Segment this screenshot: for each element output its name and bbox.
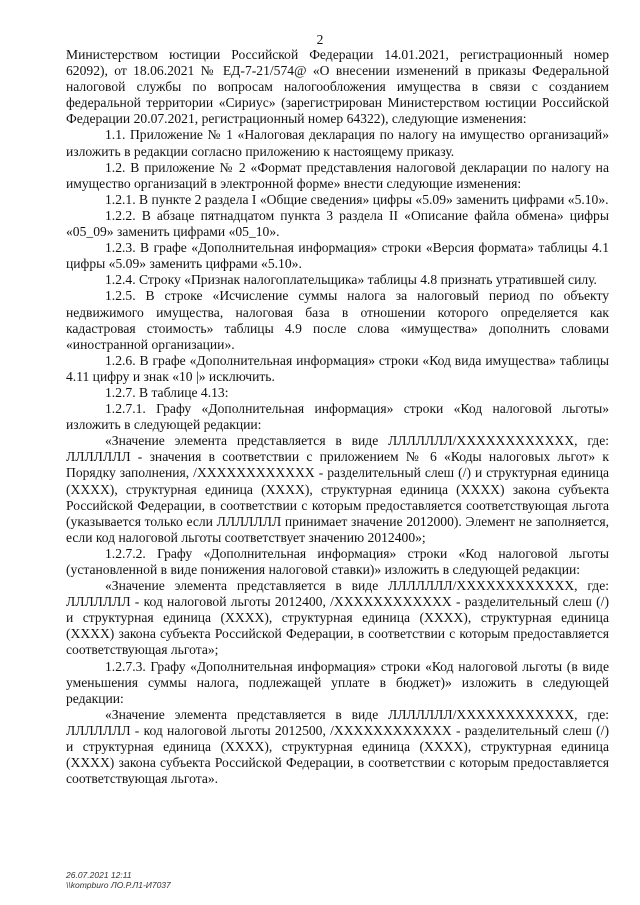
footer-timestamp: 26.07.2021 12:11 xyxy=(66,870,132,880)
quote-1-2-7-3: «Значение элемента представляется в виде ЛЛЛЛЛЛЛ/ХХХХХХХХХХХХ, где: ЛЛЛЛЛЛЛ - код налоговой льготы 2012500, /ХХХХХХХХХХХХ - разделительный слеш (/) и структурная единица (ХХХХ), структурная единица (ХХХХ), структурная единица (ХХХХ) закона субъекта Российской Федерации, в соответствии с которым предоставляется соответствующая льгота». xyxy=(66,706,609,787)
quote-1-2-7-2: «Значение элемента представляется в виде ЛЛЛЛЛЛЛ/ХХХХХХХХХХХХ, где: ЛЛЛЛЛЛЛ - код налоговой льготы 2012400, /ХХХХХХХХХХХХ - разделительный слеш (/) и структурная единица (ХХХХ), структурная единица (ХХХХ), структурная единица (ХХХХ) закона субъекта Российской Федерации, в соответствии с которым предоставляется соответствующая льгота»; xyxy=(66,578,609,658)
paragraph-1-2-7-3: 1.2.7.3. Графу «Дополнительная информация» строки «Код налоговой льготы (в виде уменьшения суммы налога, подлежащей уплате в бюджет)» изложить в следующей редакции: xyxy=(66,658,609,706)
paragraph-1-2-7: 1.2.7. В таблице 4.13: xyxy=(105,384,229,400)
paragraph-1-2-7-2: 1.2.7.2. Графу «Дополнительная информация» строки «Код налоговой льготы (установленной в виде понижения налоговой ставки)» изложить в следующей редакции: xyxy=(66,545,609,577)
paragraph-1-2-7-1: 1.2.7.1. Графу «Дополнительная информация» строки «Код налоговой льготы» изложить в следующей редакции: xyxy=(66,401,609,433)
document-body xyxy=(66,47,609,787)
page-number: 2 xyxy=(316,32,324,47)
footer-file-path: \\kompburo ЛО.Р.Л1-И7037 xyxy=(66,880,171,890)
paragraph-1-1: 1.1. Приложение № 1 «Налоговая декларация по налогу на имущество организаций» изложить в редакции согласно приложению к настоящему приказу. xyxy=(66,127,609,159)
quote-1-2-7-1: «Значение элемента представляется в виде ЛЛЛЛЛЛЛ/ХХХХХХХХХХХХ, где: ЛЛЛЛЛЛЛ - значения в соответствии с приложением № 6 «Коды налоговых льгот» к Порядку заполнения, /ХХХХХХХХХХХХ - разделительный слеш (/) и структурная единица (ХХХХ), структурная единица (ХХХХ), структурная единица (ХХХХ) закона субъекта Российской Федерации, в соответствии с которым предоставляется соответствующая льгота (указывается только если ЛЛЛЛЛЛЛ принимает значение 2012000). Элемент не заполняется, если код налоговой льготы соответствует значению 2012400»; xyxy=(66,433,609,545)
paragraph-1-2-5: 1.2.5. В строке «Исчисление суммы налога за налоговый период по объекту недвижимого имущества, налоговая база в отношении которого определяется как кадастровая стоимость» таблицы 4.9 после слова «имущества» дополнить словами «иностранной организации». xyxy=(66,288,609,352)
paragraph-1-2-2: 1.2.2. В абзаце пятнадцатом пункта 3 раздела II «Описание файла обмена» цифры «05_09» заменить цифрами «05_10». xyxy=(66,207,609,240)
document-footer xyxy=(66,870,171,890)
paragraph-1-2-1: 1.2.1. В пункте 2 раздела I «Общие сведения» цифры «5.09» заменить цифрами «5.10». xyxy=(105,191,609,207)
paragraph-intro: Министерством юстиции Российской Федерации 14.01.2021, регистрационный номер 62092), от 18.06.2021 № ЕД-7-21/574@ «О внесении изменений в приказы Федеральной налоговой службы по вопросам налогообложения имущества в связи с созданием федеральной территории «Сириус» (зарегистрирован Министерством юстиции Российской Федерации 20.07.2021, регистрационный номер 64322), следующие изменения: xyxy=(66,47,609,127)
paragraph-1-2-6: 1.2.6. В графе «Дополнительная информация» строки «Код вида имущества» таблицы 4.11 цифру и знак «10 |» исключить. xyxy=(66,352,609,384)
paragraph-1-2-4: 1.2.4. Строку «Признак налогоплательщика» таблицы 4.8 признать утратившей силу. xyxy=(105,272,597,288)
paragraph-1-2-3: 1.2.3. В графе «Дополнительная информация» строки «Версия формата» таблицы 4.1 цифры «5.09» заменить цифрами «5.10». xyxy=(66,240,609,272)
paragraph-1-2: 1.2. В приложение № 2 «Формат представления налоговой декларации по налогу на имущество организаций в электронной форме» внести следующие изменения: xyxy=(66,159,609,191)
